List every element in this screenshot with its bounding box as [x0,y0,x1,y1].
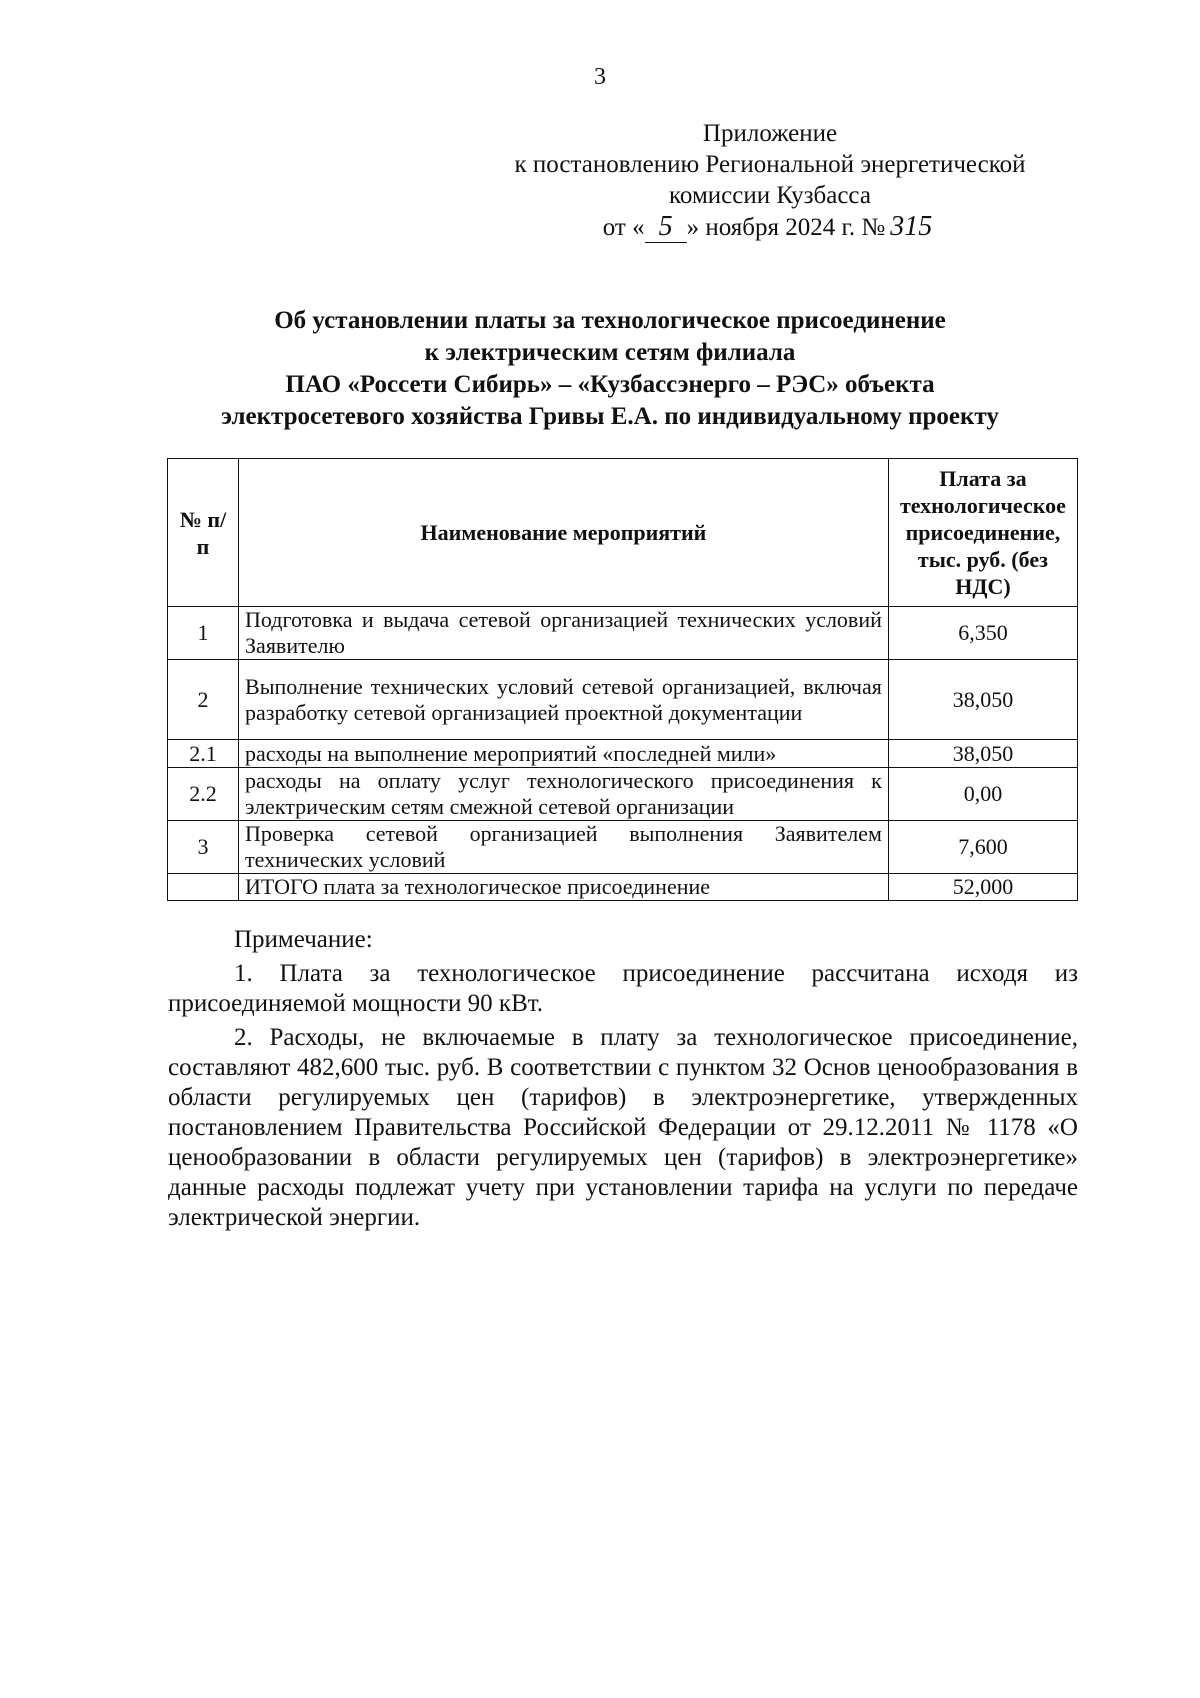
row-name: Выполнение технических условий сетевой организацией, включая разработку сетевой организацией проектной документации [239,660,889,740]
row-name: расходы на выполнение мероприятий «последней мили» [239,740,889,768]
row-number: 1 [168,607,239,660]
row-name: Подготовка и выдача сетевой организацией технических условий Заявителю [239,607,889,660]
table-row [168,660,1078,740]
row-number: 2 [168,660,239,740]
appendix-title: Приложение [702,120,838,147]
page-number: 3 [594,64,606,90]
date-middle: » ноября 2024 г. № [686,214,886,241]
row-fee: 6,350 [888,607,1077,660]
total-fee: 52,000 [888,874,1077,901]
note-item: 2. Расходы, не включаемые в плату за технологическое присоединение, составляют 482,600 тыс. руб. В соответствии с пунктом 32 Основ ценообразования в области регулируемых цен (тарифов) в электроэнергетике, утвержденных постановлением Правительства Российской Федерации от 29.12.2011 № 1178 «О ценообразовании в области регулируемых цен (тарифов) в электроэнергетике» данные расходы подлежат учету при установлении тарифа на услуги по передаче электрической энергии. [168,1024,1078,1231]
title-line-4: электросетевого хозяйства Гривы Е.А. по индивидуальному проекту [221,403,999,430]
notes-heading: Примечание: [234,926,373,953]
row-fee: 38,050 [888,660,1077,740]
document-title [160,305,1060,433]
fees-table [167,458,1078,901]
title-line-2: к электрическим сетям филиала [424,339,796,366]
row-fee: 0,00 [888,768,1077,821]
header-fee: Плата за технологическое присоединение, тыс. руб. (без НДС) [888,459,1077,607]
row-number: 2.1 [168,740,239,768]
appendix-date-line [420,211,1120,243]
row-fee: 38,050 [888,740,1077,768]
header-number: № п/п [168,459,239,607]
appendix-header [420,118,1120,243]
date-prefix: от « [602,214,645,241]
appendix-resolution-line: к постановлению Региональной энергетической [514,151,1026,178]
table-total-row [168,874,1078,901]
table-row [168,740,1078,768]
table-row [168,768,1078,821]
appendix-commission-line: комиссии Кузбасса [669,182,871,209]
title-line-3: ПАО «Россети Сибирь» – «Кузбассэнерго – РЭС» объекта [285,371,935,398]
table-row [168,607,1078,660]
table-row [168,821,1078,874]
title-line-1: Об установлении платы за технологическое присоединение [274,307,946,334]
note-item: 1. Плата за технологическое присоединение рассчитана исходя из присоединяемой мощности 90 кВт. [168,960,1078,1017]
row-fee: 7,600 [888,821,1077,874]
row-number: 2.2 [168,768,239,821]
total-number [168,874,239,901]
handwritten-number: 315 [890,211,933,242]
row-name: расходы на оплату услуг технологического присоединения к электрическим сетям смежной сетевой организации [239,768,889,821]
notes-section [168,925,1078,1237]
table-header-row [168,459,1078,607]
total-label: ИТОГО плата за технологическое присоединение [239,874,889,901]
header-name: Наименование мероприятий [239,459,889,607]
row-number: 3 [168,821,239,874]
row-name: Проверка сетевой организацией выполнения Заявителем технических условий [239,821,889,874]
handwritten-day: 5 [645,211,687,243]
